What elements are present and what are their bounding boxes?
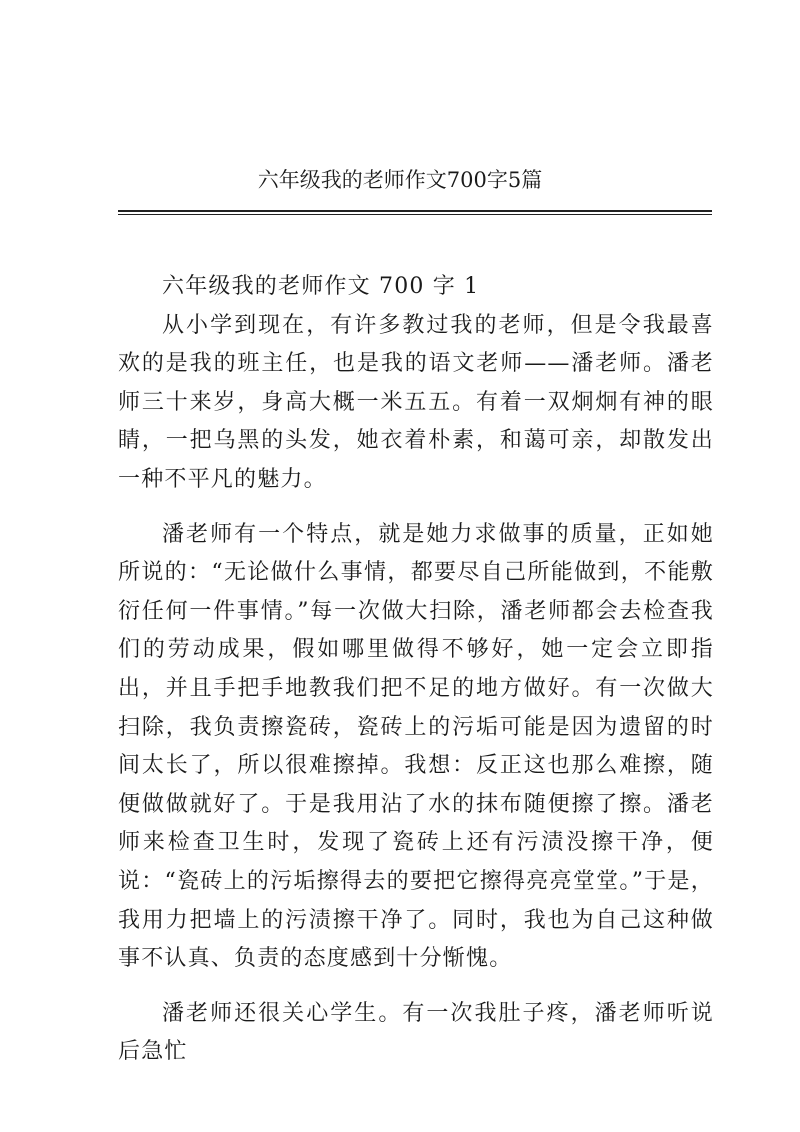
section-subheading: 六年级我的老师作文 700 字 1 xyxy=(162,274,480,299)
document-title: 六年级我的老师作文700字5篇 xyxy=(257,168,543,192)
paragraph-2: 潘老师有一个特点，就是她力求做事的质量，正如她所说的：“无论做什么事情，都要尽自己所能做到，不能敷衍任何一件事情。”每一次做大扫除，潘老师都会去检查我们的劳动成果，假如哪里做得不够好，她一定会立即指出，并且手把手地教我们把不足的地方做好。有一次做大扫除，我负责擦瓷砖，瓷砖上的污垢可能是因为遗留的时间太长了，所以很难擦掉。我想：反正这也那么难擦，随便做做就好了。于是我用沾了水的抹布随便擦了擦。潘老师来检查卫生时，发现了瓷砖上还有污渍没擦干净，便说：“瓷砖上的污垢擦得去的要把它擦得亮亮堂堂。”于是，我用力把墙上的污渍擦干净了。同时，我也为自己这种做事不认真、负责的态度感到十分惭愧。 xyxy=(118,521,714,972)
paragraph-1: 从小学到现在，有许多教过我的老师，但是令我最喜欢的是我的班主任，也是我的语文老师——潘老师。潘老师三十来岁，身高大概一米五五。有着一双炯炯有神的眼睛，一把乌黑的头发，她衣着朴素，和蔼可亲，却散发出一种不平凡的魅力。 xyxy=(118,312,714,492)
paragraph-3: 潘老师还很关心学生。有一次我肚子疼，潘老师听说后急忙 xyxy=(118,1000,714,1065)
title-divider-thick xyxy=(118,210,712,212)
document-body xyxy=(118,268,714,1072)
title-divider-thin xyxy=(118,214,712,215)
